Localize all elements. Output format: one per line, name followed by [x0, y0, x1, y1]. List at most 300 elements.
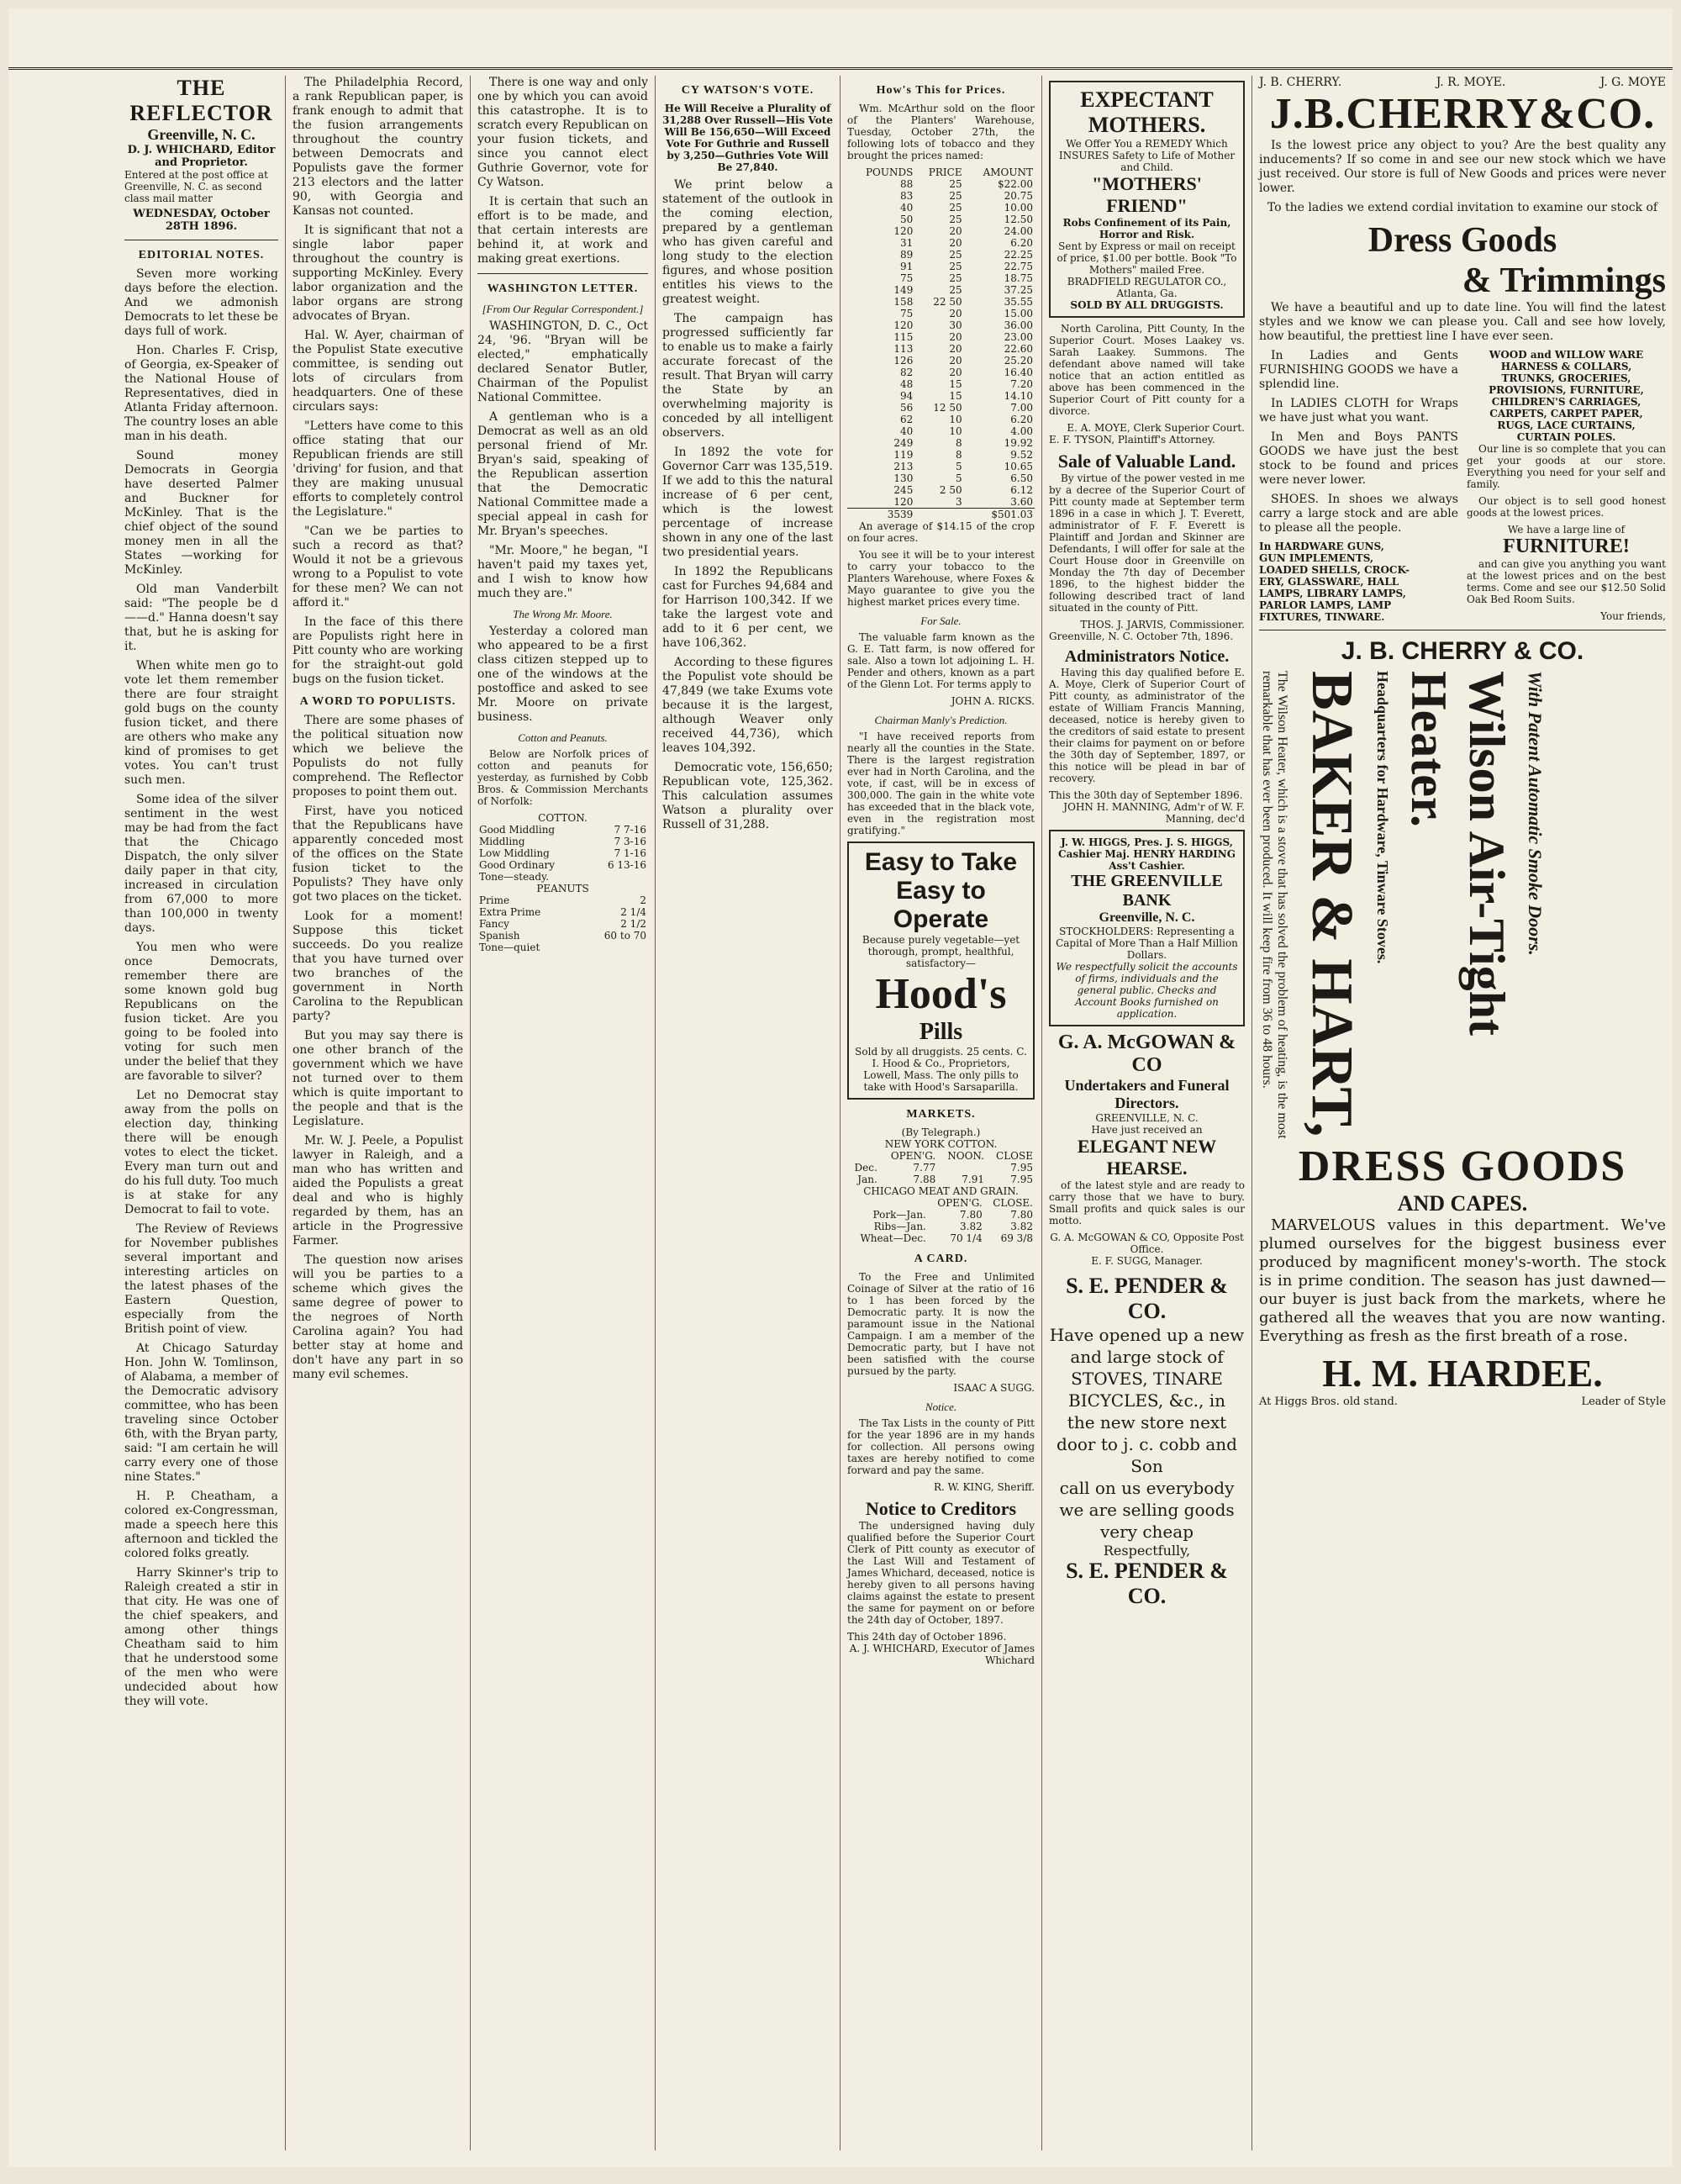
table-cell: 89 [900, 249, 914, 261]
article-paragraph: But you may say there is one other branch of the government which we have not turned over to them which is quite important to the people and that is the Legislature. [292, 1029, 463, 1128]
table-cell: Ribs—Jan. [873, 1221, 926, 1232]
list-item: J. R. MOYE. [1436, 76, 1506, 89]
article-paragraph: Harry Skinner's trip to Raleigh created a stir in that city. He was one of the chief speakers, and among other things Cheatham said to him that he understood some of the men who were undecided about how they will vote. [124, 1566, 278, 1708]
card-sig: ISAAC A SUGG. [953, 1382, 1035, 1394]
table-cell: 20 [949, 367, 962, 378]
article-paragraph: A gentleman who is a Democrat as well as an old personal friend of Mr. Bryan's said, speaking of the Republican assertion that the Democratic National Committee made a special appeal in cash for Mr. Bryan's speeches. [477, 410, 648, 538]
peanuts-label: PEANUTS [536, 883, 589, 894]
col2-paras [292, 76, 463, 687]
table-cell: Tone—steady. [479, 871, 550, 883]
table-row [477, 836, 648, 847]
hardee-sub: At Higgs Bros. old stand. [1259, 1395, 1398, 1408]
table-cell: Jan. [857, 1174, 877, 1185]
table-cell: 2 1/2 [620, 918, 646, 930]
table-cell: 20 [949, 343, 962, 355]
wilson-sub: With Patent Automatic Smoke Doors. [1525, 671, 1546, 956]
table-header: NOON. [947, 1150, 984, 1162]
pender-lines [1049, 1324, 1245, 1543]
table-cell: 22 50 [933, 296, 962, 308]
table-cell: 48 [900, 378, 914, 390]
cherry-names [1259, 76, 1666, 89]
table-cell: 37.25 [1004, 284, 1033, 296]
table-cell: 36.00 [1004, 319, 1033, 331]
article-paragraph: It is certain that such an effort is to be made, and that certain interests are behind it, at work and making great exertions. [477, 195, 648, 266]
table-row [477, 824, 648, 836]
table-row [847, 249, 1035, 261]
mothers-sub: Robs Confinement of its Pain, Horror and Risk. [1062, 217, 1231, 240]
table-cell: 7.80 [1010, 1209, 1033, 1221]
article-paragraph: "Mr. Moore," he began, "I haven't paid my taxes yet, and I wish to know how much they are." [477, 544, 648, 600]
article-paragraph: Hon. Charles F. Crisp, of Georgia, ex-Speaker of the National House of Representatives, died in Atlanta Friday afternoon. The country loses an able man in his death. [124, 344, 278, 443]
table-row [847, 496, 1035, 509]
prices-after2: You see it will be to your interest to carry your tobacco to the Planters Warehouse, where Foxes & Mayo guarantee to give you the highest market prices every time. [847, 549, 1035, 608]
markets-sub: (By Telegraph.) [901, 1126, 981, 1138]
table-header: CLOSE [996, 1150, 1033, 1162]
bank-line: STOCKHOLDERS: Representing a Capital of More Than a Half Million Dollars. [1056, 926, 1238, 961]
table-cell: Good Ordinary [479, 859, 556, 871]
table-cell: 249 [893, 437, 914, 449]
list-item: In HARDWARE GUNS, [1259, 541, 1384, 552]
cherry-footer: J. B. CHERRY & CO. [1341, 637, 1584, 665]
table-cell: 119 [893, 449, 914, 461]
table-cell: Middling [479, 836, 525, 847]
mcgowan-sig: G. A. McGOWAN & CO, Opposite Post Office. [1050, 1232, 1244, 1255]
column-4 [656, 76, 840, 2150]
populists-heading: A WORD TO POPULISTS. [299, 695, 456, 708]
card-text: To the Free and Unlimited Coinage of Silver at the ratio of 16 to 1 has been forced by the Democratic party. It is now the paramount issue in the National Campaign. I am a member of the Democratic party, but I have not been satisfied with the course pursued by the party. [847, 1271, 1035, 1377]
table-cell: Tone—quiet [479, 942, 540, 953]
court-atty: E. F. TYSON, Plaintiff's Attorney. [1049, 434, 1215, 446]
list-item: TRUNKS, GROCERIES, [1501, 372, 1631, 384]
top-rule [8, 67, 1673, 70]
table-row [847, 1232, 1035, 1244]
table-cell: 83 [900, 190, 914, 202]
article-paragraph: Hal. W. Ayer, chairman of the Populist State executive committee, is sending out lots of circulars from headquarters. One of these circulars says: [292, 329, 463, 414]
trimmings: & Trimmings [1462, 261, 1666, 300]
mothers-maker: BRADFIELD REGULATOR CO., Atlanta, Ga. [1067, 276, 1227, 299]
court-sig: E. A. MOYE, Clerk Superior Court. [1067, 422, 1245, 434]
wilson-heater: Wilson Air-Tight Heater. [1401, 671, 1515, 1037]
table-cell: 245 [893, 484, 914, 496]
washington-subhead: [From Our Regular Correspondent.] [482, 303, 644, 315]
hoods-ad [847, 841, 1035, 1100]
table-cell: Dec. [854, 1162, 877, 1174]
table-row [847, 484, 1035, 496]
cherry-furnishing: In Ladies and Gents FURNISHING GOODS we have a splendid line. [1259, 349, 1458, 391]
cherry-shoes: SHOES. In shoes we always carry a large stock and are able to please all the people. [1259, 493, 1458, 535]
table-cell: 24.00 [1004, 225, 1033, 237]
mcgowan-sub: Undertakers and Funeral Directors. [1064, 1077, 1230, 1111]
mothers-offer: We Offer You a REMEDY Which INSURES Safety to Life of Mother and Child. [1058, 138, 1236, 173]
table-cell: 130 [893, 472, 914, 484]
table-cell: 25 [949, 249, 962, 261]
table-cell: 25 [949, 261, 962, 272]
table-cell: 35.55 [1004, 296, 1033, 308]
table-cell: 3.60 [1010, 496, 1033, 508]
table-cell: 149 [893, 284, 914, 296]
hoods-small: Sold by all druggists. 25 cents. C. I. Hood & Co., Proprietors, Lowell, Mass. The only pills to take with Hood's Sarsaparilla. [855, 1046, 1027, 1093]
table-row [847, 1162, 1035, 1174]
table-cell: 158 [893, 296, 914, 308]
table-cell: 3 [955, 496, 962, 508]
list-item: Have opened up a new [1049, 1325, 1245, 1345]
editorial-heading: EDITORIAL NOTES. [138, 249, 265, 261]
table-cell: 12 50 [933, 402, 962, 414]
table-row [847, 461, 1035, 472]
table-cell [577, 942, 648, 953]
cotton-heading: Cotton and Peanuts. [518, 731, 608, 744]
table-cell: 15.00 [1004, 308, 1033, 319]
table-row [847, 237, 1035, 249]
table-row [477, 918, 648, 930]
ny-heading: NEW YORK COTTON. [884, 1138, 998, 1150]
tobacco-table [847, 166, 1035, 520]
masthead-place: Greenville, N. C. [147, 126, 256, 143]
table-header: AMOUNT [983, 166, 1033, 178]
table-cell: 75 [900, 272, 914, 284]
table-cell: 113 [893, 343, 914, 355]
table-row [847, 190, 1035, 202]
land-date: Greenville, N. C. October 7th, 1896. [1049, 630, 1234, 642]
table-cell: 25 [949, 284, 962, 296]
moore-heading: The Wrong Mr. Moore. [513, 608, 613, 620]
table-cell: 7 7-16 [614, 824, 646, 836]
article-paragraph: It is significant that not a single labor paper throughout the country is supporting McKinley. Every labor organization and the labor organs are strong advocates of Bryan. [292, 224, 463, 323]
article-paragraph: First, have you noticed that the Republicans have apparently conceded most of the offices on the State fusion ticket to the Populists? They have only got two places on the ticket. [292, 804, 463, 904]
furniture-pre: We have a large line of [1507, 524, 1626, 535]
mothers-line2: MOTHERS. [1088, 113, 1206, 137]
table-cell: 62 [900, 414, 914, 425]
admin-text: Having this day qualified before E. A. Moye, Clerk of Superior Court of Pitt county, as administrator of the estate of William Francis Manning, deceased, notice is hereby given to the creditors of said estate to present their claims for payment on or before the 30th day of September, 1897, or this notice will be plead in bar of recovery. [1049, 667, 1245, 784]
table-cell: 9.52 [1010, 449, 1033, 461]
table-cell: 7.00 [1010, 402, 1033, 414]
pender-name: S. E. PENDER & CO. [1066, 1274, 1228, 1323]
land-sig: THOS. J. JARVIS, Commissioner. [1080, 619, 1245, 630]
table-cell: 20 [949, 355, 962, 367]
table-cell: 10 [949, 425, 962, 437]
list-item: GUN IMPLEMENTS, [1259, 552, 1374, 564]
pender-resp: Respectfully, [1103, 1543, 1191, 1559]
table-cell: Pork—Jan. [872, 1209, 926, 1221]
table-row [847, 225, 1035, 237]
admin-heading: Administrators Notice. [1064, 647, 1230, 666]
watson-heading: CY WATSON'S VOTE. [681, 84, 814, 97]
hardee-name: H. M. HARDEE. [1322, 1352, 1603, 1395]
table-row [847, 355, 1035, 367]
table-cell: 60 to 70 [603, 930, 646, 942]
manly-heading: Chairman Manly's Prediction. [874, 714, 1008, 726]
chi-heading: CHICAGO MEAT AND GRAIN. [863, 1185, 1019, 1197]
prices-heading: How's This for Prices. [876, 84, 1006, 97]
hardee-tag: Leader of Style [1581, 1395, 1666, 1408]
table-cell: 6.50 [1010, 472, 1033, 484]
table-cell: Prime [479, 894, 510, 906]
table-cell: 7 3-16 [614, 836, 646, 847]
table-row [847, 1209, 1035, 1221]
article-paragraph: You men who were once Democrats, remember there are some known gold bug Republicans on the fusion ticket. Are you going to be fooled into voting for such men under the belief that they are favorable to silver? [124, 941, 278, 1083]
mcgowan-name: G. A. McGOWAN & CO [1057, 1031, 1236, 1076]
furniture-after: and can give you anything you want at the lowest prices and on the best terms. Come and see our $12.50 Solid Oak Bed Room Suits. [1467, 558, 1666, 605]
list-item: WOOD and WILLOW WARE [1489, 349, 1644, 361]
col3-paras3 [477, 625, 648, 725]
table-row [847, 178, 1035, 190]
markets-heading: MARKETS. [906, 1108, 976, 1121]
table-cell: Extra Prime [479, 906, 541, 918]
table-row [847, 296, 1035, 308]
table-row [847, 214, 1035, 225]
table-row [847, 449, 1035, 461]
list-item: door to j. c. cobb and [1057, 1434, 1237, 1454]
table-row [477, 859, 648, 871]
list-item: J. B. CHERRY. [1259, 76, 1342, 89]
table-cell: 88 [900, 178, 914, 190]
table-cell: Low Middling [479, 847, 550, 859]
article-paragraph: There is one way and only one by which you can avoid this catastrophe. It is to scratch every Republican on your fusion tickets, and since you cannot elect Guthrie Governor, vote for Cy Watson. [477, 76, 648, 189]
table-row [847, 437, 1035, 449]
table-cell: 20.75 [1004, 190, 1033, 202]
table-row [477, 906, 648, 918]
notice-sig: R. W. KING, Sheriff. [933, 1481, 1035, 1493]
table-cell: 7.80 [960, 1209, 983, 1221]
furniture-head: FURNITURE! [1503, 535, 1630, 557]
land-text: By virtue of the power vested in me by a decree of the Superior Court of Pitt county made at September term 1896 in a case in which J. T. Everett, administrator of F. F. Everett is Plaintiff and Jordan and Skinner are Defendants, I will offer for sale at the Court House door in Greenville on Monday the 7th day of December 1896, to the highest bidder the following described tract of land situated in the county of Pitt. [1049, 472, 1245, 614]
table-cell: Spanish [479, 930, 520, 942]
table-cell: 16.40 [1004, 367, 1033, 378]
admin-date: This the 30th day of September 1896. [1049, 789, 1243, 801]
marvelous-text: MARVELOUS values in this department. We've plumed ourselves for the biggest business ever produced by magnificent money's-worth. The stock is in prime condition. The season has just dawned—our buyer is just back from the markets, where he gathered all the weaves that you are now wanting. Everything as fresh as the first breath of a rose. [1259, 1216, 1666, 1345]
table-row [847, 261, 1035, 272]
table-cell: 6.20 [1010, 237, 1033, 249]
mothers-line1: EXPECTANT [1080, 87, 1214, 112]
table-cell: 75 [900, 308, 914, 319]
bank-name: THE GREENVILLE BANK [1071, 872, 1223, 910]
list-item: BICYCLES, &c., in [1068, 1390, 1225, 1411]
forsale-text: The valuable farm known as the G. E. Tatt farm, is now offered for sale. Also a town lot adjoining L. H. Pender and others, known as a part of the Glenn Lot. For terms apply to [847, 631, 1035, 690]
table-cell: 10.65 [1004, 461, 1033, 472]
cherry-ladies: To the ladies we extend cordial invitation to examine our stock of [1267, 201, 1658, 214]
list-item: LOADED SHELLS, CROCK- [1259, 564, 1410, 576]
article-paragraph: Yesterday a colored man who appeared to be a first class citizen stepped up to one of the windows at the postoffice and asked to see Mr. Moore on private business. [477, 625, 648, 724]
col1-paras [124, 267, 278, 1709]
table-cell: 6.20 [1010, 414, 1033, 425]
article-paragraph: When white men go to vote let them remember there are four straight gold bugs on the county fusion ticket, and there are others who make any kind of promises to get votes. You can't trust such men. [124, 659, 278, 787]
table-cell: 10.00 [1004, 202, 1033, 214]
article-paragraph: Sound money Democrats in Georgia have deserted Palmer and Buckner for McKinley. That is the chief object of the sound money men in all the States —working for McKinley. [124, 449, 278, 577]
baker-sub: Headquarters for Hardware, Tinware Stoves. [1374, 671, 1391, 964]
peanuts-table [477, 894, 648, 953]
creditors-text: The undersigned having duly qualified before the Superior Court Clerk of Pitt county as executor of the Last Will and Testament of James Whichard, deceased, notice is hereby given to all persons having claims against the estate to present the same for payment on or before the 24th day of October, 1897. [847, 1520, 1035, 1626]
mcgowan-place: GREENVILLE, N. C. [1095, 1112, 1199, 1124]
article-paragraph: The question now arises will you be parties to a scheme which gives the same degree of power to the negroes of North Carolina again? You had better stay at home and don't have any part in so many evil schemes. [292, 1253, 463, 1381]
table-cell: 20 [949, 225, 962, 237]
table-cell: 120 [893, 319, 914, 331]
table-row [847, 1221, 1035, 1232]
table-row [847, 414, 1035, 425]
table-row [847, 402, 1035, 414]
list-item: STOVES, TINARE [1071, 1369, 1223, 1389]
article-paragraph: WASHINGTON, D. C., Oct 24, '96. "Bryan will be elected," emphatically declared Senator Butler, Chairman of the Populist National Committee. [477, 319, 648, 404]
table-cell: 120 [893, 225, 914, 237]
table-cell: 4.00 [1010, 425, 1033, 437]
dress-goods-capes: DRESS GOODS [1298, 1142, 1627, 1190]
table-cell: Wheat—Dec. [860, 1232, 926, 1244]
table-cell: 25 [949, 272, 962, 284]
mothers-sold: SOLD BY ALL DRUGGISTS. [1070, 299, 1224, 311]
wood-list [1467, 349, 1666, 443]
hoods-line1: Easy to Take [864, 848, 1018, 876]
cherry-friends: Your friends, [1600, 610, 1666, 622]
table-cell: 120 [893, 496, 914, 508]
table-cell: 3539 [887, 509, 914, 520]
masthead-date: WEDNESDAY, October 28TH 1896. [133, 208, 270, 233]
table-row [847, 319, 1035, 331]
table-row [847, 343, 1035, 355]
table-cell: 10 [949, 414, 962, 425]
cherry-pants: In Men and Boys PANTS GOODS we have just the best stock to be found and prices were never lower. [1259, 430, 1458, 487]
table-cell: 5 [955, 461, 962, 472]
prices-after: An average of $14.15 of the crop on four acres. [847, 520, 1035, 544]
mcgowan-mgr: E. F. SUGG, Manager. [1091, 1255, 1203, 1267]
table-cell: 6 13-16 [607, 859, 646, 871]
list-item: ERY, GLASSWARE, HALL [1259, 576, 1399, 588]
chi-table [847, 1197, 1035, 1244]
table-cell: 7.20 [1010, 378, 1033, 390]
table-row [847, 284, 1035, 296]
newspaper-page [8, 8, 1673, 2167]
column-1 [118, 76, 286, 2150]
table-cell: 40 [900, 425, 914, 437]
table-cell: 213 [893, 461, 914, 472]
table-cell: 15 [949, 390, 962, 402]
table-total-row [847, 509, 1035, 521]
table-cell: 20 [949, 331, 962, 343]
cherry-cloth: In LADIES CLOTH for Wraps we have just what you want. [1259, 397, 1458, 425]
wilson-text: The Wilson Heater, which is a stove that has solved the problem of heating, is the most remarkable that has ever been produced. It will keep fire from 36 to 48 hours. [1260, 671, 1289, 1139]
hoods-name: Hood's [875, 970, 1007, 1018]
mcgowan-hearse: ELEGANT NEW HEARSE. [1077, 1136, 1217, 1179]
table-row [477, 847, 648, 859]
table-row [847, 308, 1035, 319]
table-row [847, 378, 1035, 390]
list-item: CHILDREN'S CARRIAGES, [1491, 396, 1641, 408]
list-item: very cheap [1100, 1522, 1194, 1542]
col3-paras2 [477, 319, 648, 601]
cotton-label: COTTON. [538, 812, 588, 824]
table-cell: 40 [900, 202, 914, 214]
table-cell: 30 [949, 319, 962, 331]
forsale-sig: JOHN A. RICKS. [951, 695, 1035, 707]
article-paragraph: H. P. Cheatham, a colored ex-Congressman, made a speech here this afternoon and tickled the colored folks greatly. [124, 1490, 278, 1560]
bank-small: We respectfully solicit the accounts of firms, individuals and the general public. Checks and Account Books furnished on application. [1056, 961, 1238, 1020]
mothers-small: Sent by Express or mail on receipt of price, $1.00 per bottle. Book "To Mothers" mailed Free. [1057, 240, 1237, 276]
article-paragraph: Look for a moment! Suppose this ticket succeeds. Do you realize that you have turned over two branches of the government in North Carolina to the Republican party? [292, 910, 463, 1023]
court-text: North Carolina, Pitt County, In the Superior Court. Moses Laakey vs. Sarah Laakey. Summons. The defendant above named will take notice that an action entitled as above has been commenced in the Superior Court of Pitt county for a divorce. [1049, 323, 1245, 417]
table-cell: 8 [955, 449, 962, 461]
table-cell: 91 [900, 261, 914, 272]
land-heading: Sale of Valuable Land. [1057, 451, 1236, 472]
masthead [124, 76, 278, 233]
article-paragraph: The Review of Reviews for November publishes several important and interesting articles on the latest phases of the Eastern Question, especially from the British point of view. [124, 1222, 278, 1336]
hoods-line2: Easy to Operate [893, 877, 989, 933]
creditors-date: This 24th day of October 1896. [847, 1631, 1007, 1643]
cherry-object: Our object is to sell good honest goods at the lowest prices. [1467, 495, 1666, 519]
table-cell: 22.60 [1004, 343, 1033, 355]
bank-officers: J. W. HIGGS, Pres. J. S. HIGGS, Cashier Maj. HENRY HARDING Ass't Cashier. [1058, 836, 1236, 872]
column-6 [1042, 76, 1252, 2150]
list-item: call on us everybody [1059, 1478, 1235, 1498]
masthead-editor: D. J. WHICHARD, Editor and Proprietor. [127, 144, 276, 169]
notice-text: The Tax Lists in the county of Pitt for the year 1896 are in my hands for collection. All persons owing taxes are hereby notified to come forward and pay the same. [847, 1417, 1035, 1476]
creditors-sig: A. J. WHICHARD, Executor of James Whichard [849, 1643, 1035, 1666]
table-cell [937, 1162, 986, 1174]
table-cell: 25 [949, 202, 962, 214]
table-cell: 25 [949, 178, 962, 190]
prices-intro: Wm. McArthur sold on the floor of the Planters' Warehouse, Tuesday, October 27th, the following lots of tobacco and they brought the prices named: [847, 103, 1035, 161]
table-row [847, 367, 1035, 378]
pender-ad [1049, 1274, 1245, 1609]
table-cell: 7.95 [1010, 1162, 1033, 1174]
table-row [847, 272, 1035, 284]
list-item: RUGS, LACE CURTAINS, [1497, 419, 1636, 431]
table-cell: 70 1/4 [950, 1232, 983, 1244]
card-heading: A CARD. [914, 1253, 968, 1265]
manly-text: "I have received reports from nearly all the counties in the State. There is the largest registration ever had in North Carolina, and the vote, if cast, will be in excess of 300,000. The gain in the white vote has exceeded that in the black vote, even in the registration most gratifying." [847, 731, 1035, 836]
column-7 [1252, 76, 1673, 2150]
table-row [847, 331, 1035, 343]
table-cell: 94 [900, 390, 914, 402]
table-row [847, 425, 1035, 437]
bank-place: Greenville, N. C. [1099, 910, 1195, 925]
table-cell: 23.00 [1004, 331, 1033, 343]
table-cell: 7.77 [913, 1162, 936, 1174]
article-paragraph: Let no Democrat stay away from the polls on election day, thinking there will be enough votes to elect the ticket. Every man turn out and do his full duty. Too much is at stake for any Democrat to fail to vote. [124, 1089, 278, 1216]
table-cell: 5 [955, 472, 962, 484]
table-cell: 22.25 [1004, 249, 1033, 261]
masthead-title: THE REFLECTOR [129, 76, 273, 125]
ny-cotton-table [847, 1150, 1035, 1185]
table-cell: 31 [900, 237, 914, 249]
column-2 [286, 76, 471, 2150]
hoods-pills: Pills [919, 1019, 963, 1045]
table-header: OPEN'G. [937, 1197, 983, 1209]
watson-deck: He Will Receive a Plurality of 31,288 Over Russell—His Vote Will Be 156,650—Will Exceed Vote For Guthrie and Russell by 3,250—Guthries Vote Will Be 27,840. [662, 103, 833, 173]
mothers-friend-ad [1049, 81, 1245, 318]
list-item: PARLOR LAMPS, LAMP [1259, 599, 1392, 611]
table-cell: 19.92 [1004, 437, 1033, 449]
table-cell: 2 [640, 894, 646, 906]
table-cell: 20 [949, 308, 962, 319]
table-row [477, 930, 648, 942]
article-paragraph: There are some phases of the political situation now which we believe the Populists do not fully comprehend. The Reflector proposes to point them out. [292, 714, 463, 799]
article-paragraph: Mr. W. J. Peele, a Populist lawyer in Raleigh, and a man who has written and aided the Populists a great deal and who is highly regarded by them, has an article in the Progressive Farmer. [292, 1134, 463, 1248]
table-row [847, 390, 1035, 402]
table-cell: 7.91 [962, 1174, 984, 1185]
table-cell: 8 [955, 437, 962, 449]
table-cell: 2 1/4 [620, 906, 646, 918]
mothers-name: "MOTHERS' FRIEND" [1092, 173, 1202, 216]
article-paragraph: "Letters have come to this office stating that our Republican friends are still 'driving' for fusion, and that they are making unusual efforts to completely control the Legislature." [292, 419, 463, 519]
col2-paras2 [292, 714, 463, 1382]
article-paragraph: The campaign has progressed sufficiently far to enable us to make a fairly accurate forecast of the result. That Bryan will carry the State by an overwhelming majority is conceded by all intelligent observers. [662, 312, 833, 440]
forsale-heading: For Sale. [920, 615, 962, 627]
article-paragraph: "Can we be parties to such a record as that? Would it not be a grievous wrong to a Populist to vote for these men? We can not afford it." [292, 525, 463, 609]
table-cell: 7 1-16 [614, 847, 646, 859]
list-item: HARNESS & COLLARS, [1500, 361, 1632, 372]
article-paragraph: According to these figures the Populist vote should be 47,849 (we take Exums vote because it is the largest, although Weaver only received 44,736), which leaves 104,392. [662, 656, 833, 755]
list-item: Son [1130, 1456, 1163, 1476]
table-header: PRICE [928, 166, 962, 178]
article-paragraph: In 1892 the Republicans cast for Furches 94,684 and for Harrison 100,342. If we take the largest vote and add to it 6 per cent, we have 106,362. [662, 565, 833, 650]
